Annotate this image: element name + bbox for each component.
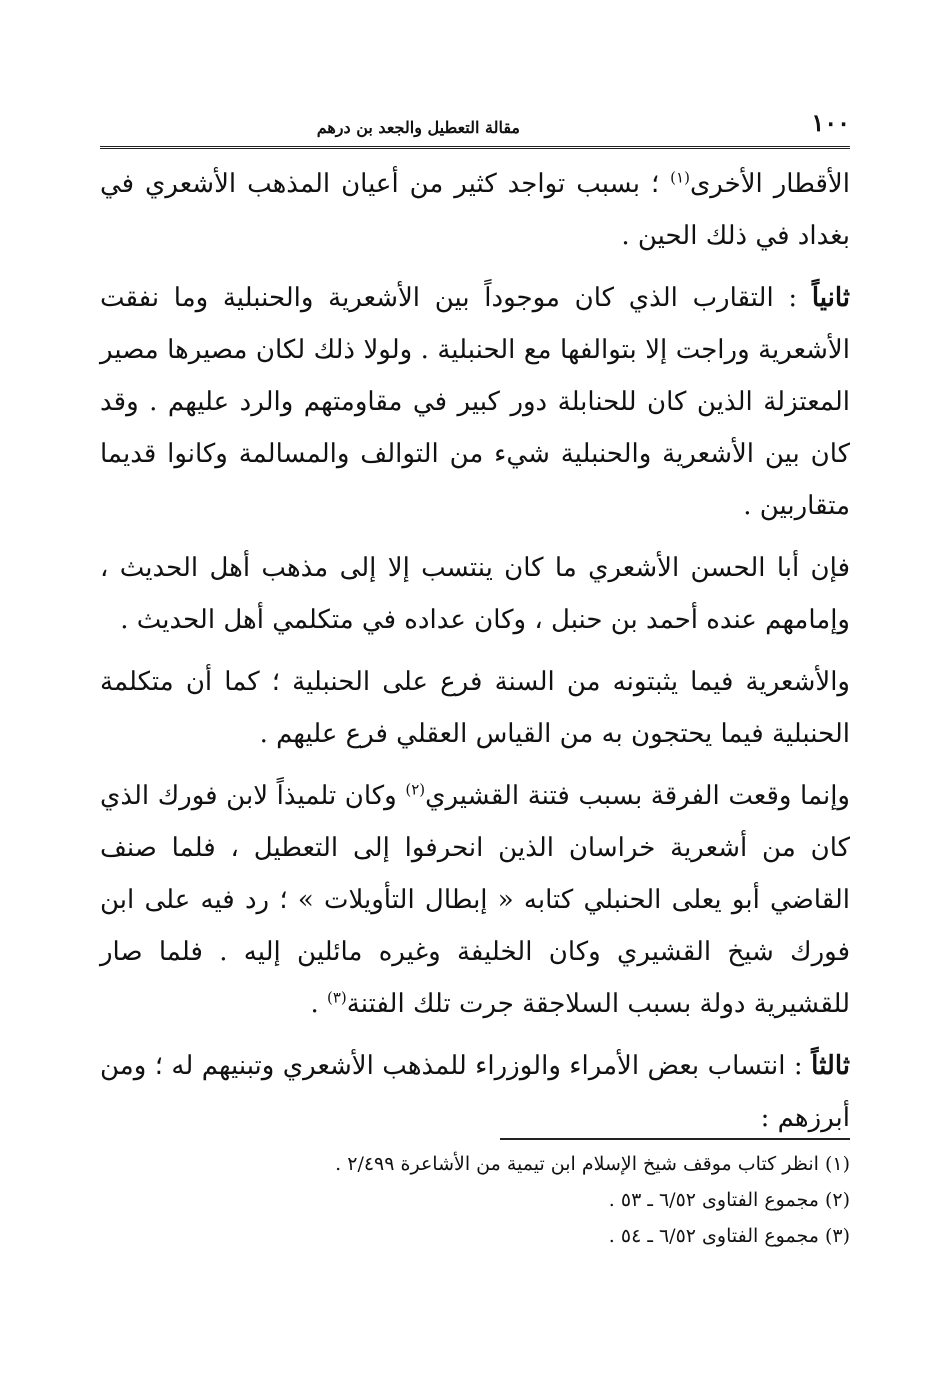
running-title: مقالة التعطيل والجعد بن درهم [316,118,520,137]
paragraph-5 [100,770,850,1030]
paragraph-3: فإن أبا الحسن الأشعري ما كان ينتسب إلا إلى مذهب أهل الحديث ، وإمامهم عنده أحمد بن حنبل ، وكان عداده في متكلمي أهل الحديث . [100,553,850,635]
footnote-ref-2: (٢) [405,780,426,799]
page-header [100,108,850,144]
paragraph-4: والأشعرية فيما يثبتونه من السنة فرع على الحنبلية ؛ كما أن متكلمة الحنبلية فيما يحتجون به من القياس العقلي فرع عليهم . [100,667,850,749]
paragraph-6-text: : انتساب بعض الأمراء والوزراء للمذهب الأشعري وتبنيهم له ؛ ومن أبرزهم : [100,1051,850,1133]
paragraph-6 [100,1040,850,1144]
paragraph-1 [100,158,850,262]
paragraph-2-lead: ثانياً [811,283,850,313]
footnotes [100,1146,850,1254]
footnote-separator [500,1138,850,1140]
footnote-ref-3: (٣) [326,988,347,1007]
footnote-2: (٢) مجموع الفتاوى ٦/٥٢ ـ ٥٣ . [608,1189,850,1211]
page-number: ١٠٠ [811,108,850,137]
footnote-3: (٣) مجموع الفتاوى ٦/٥٢ ـ ٥٤ . [608,1225,850,1247]
paragraph-5-text-b: وكان تلميذاً لابن فورك الذي كان من أشعرية خراسان الذين انحرفوا إلى التعطيل ، فلما صنف القاضي أبو يعلى الحنبلي كتابه « إبطال التأويلات » ؛ رد فيه على ابن فورك شيخ القشيري وكان الخليفة وغيره مائلين إليه . فلما صار للقشيرية دولة بسبب السلاجقة جرت تلك الفتنة [100,781,850,1019]
paragraph-5-text-c: . [310,989,327,1019]
paragraph-5-text-a: وإنما وقعت الفرقة بسبب فتنة القشيري [425,781,850,811]
footnote-1: (١) انظر كتاب موقف شيخ الإسلام ابن تيمية من الأشاعرة ٢/٤٩٩ . [335,1153,850,1175]
paragraph-6-lead: ثالثاً [811,1051,850,1081]
paragraph-1-text-b: ؛ بسبب تواجد كثير من أعيان المذهب الأشعري في بغداد في ذلك الحين . [100,169,850,251]
paragraph-1-text-a: الأقطار الأخرى [689,169,850,199]
paragraph-2-text: : التقارب الذي كان موجوداً بين الأشعرية والحنبلية وما نفقت الأشعرية وراجت إلا بتوالفها مع الحنبلية . ولولا ذلك لكان مصيرها مصير المعتزلة الذين كان للحنابلة دور كبير في مقاومتهم والرد عليهم . وقد كان بين الأشعرية والحنبلية شيء من التوالف والمسالمة وكانوا قديما متقاربين . [100,283,850,521]
main-text [100,158,850,1154]
paragraph-2 [100,272,850,532]
header-rule [100,146,850,149]
footnote-ref-1: (١) [670,168,690,187]
